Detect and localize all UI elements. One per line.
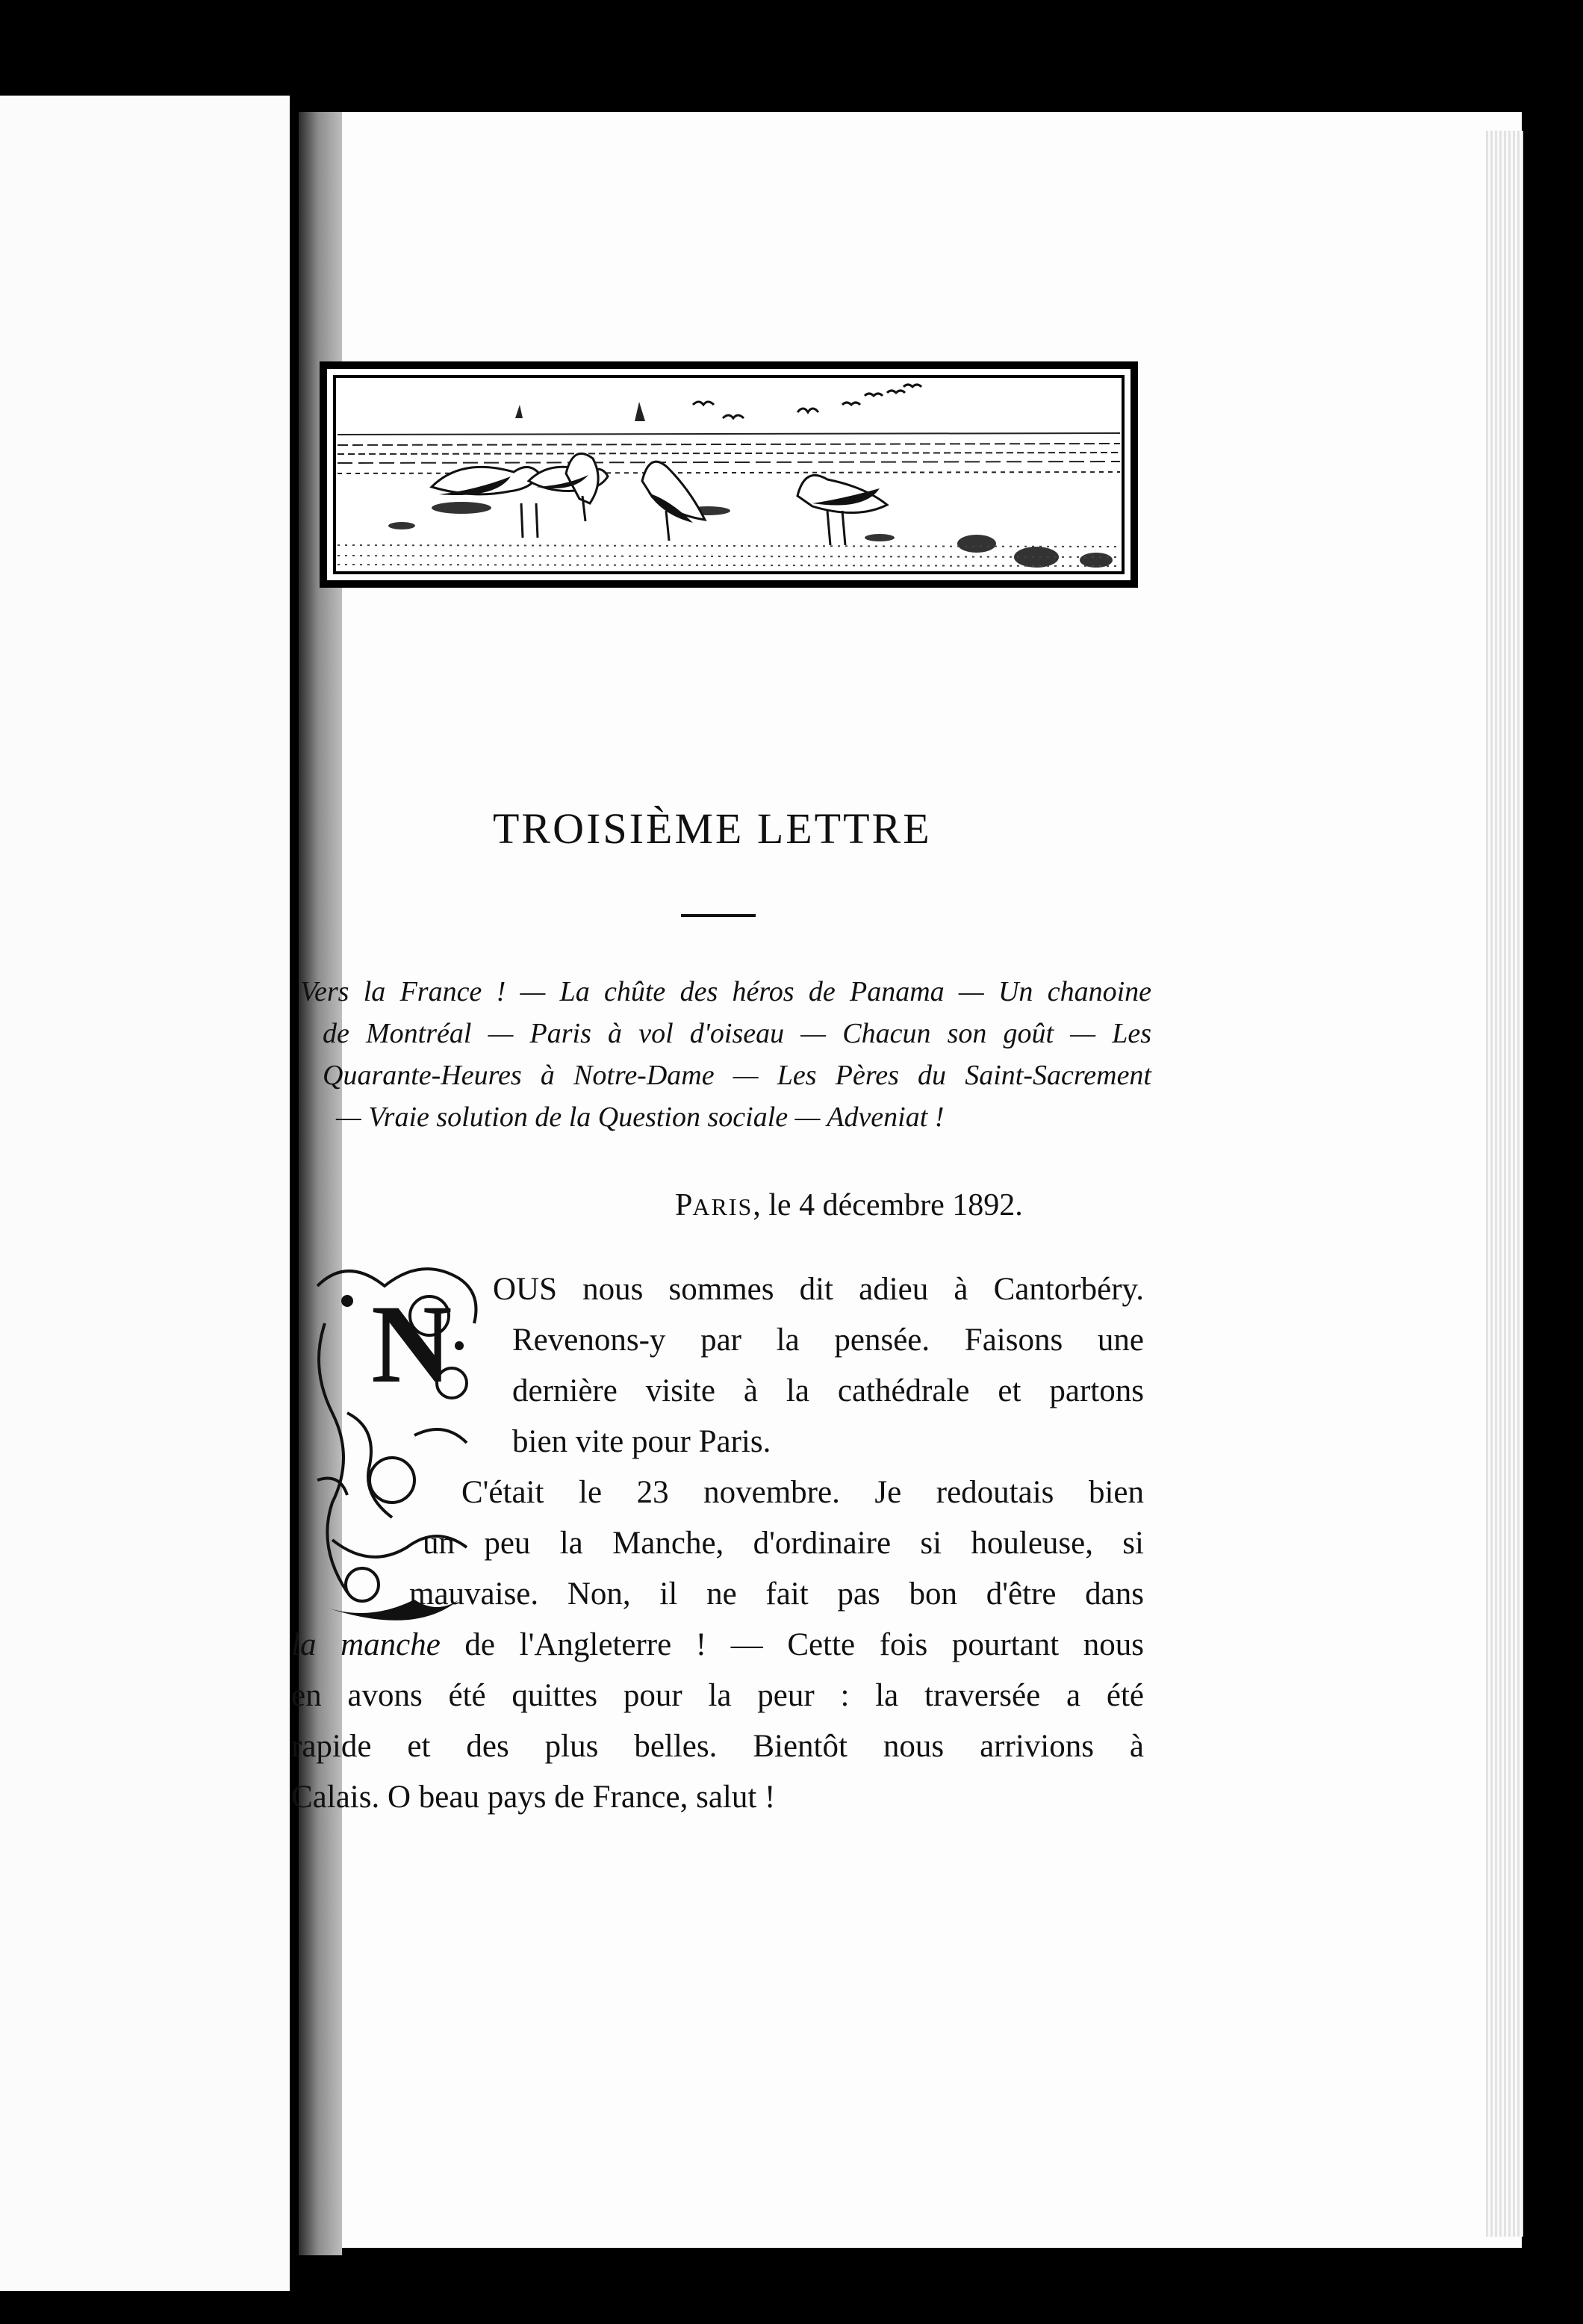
body-line: bien vite pour Paris.: [512, 1424, 771, 1459]
title-rule: [681, 914, 756, 917]
dateline-city-rest: ARIS: [692, 1193, 753, 1220]
body-line: [291, 1627, 1144, 1663]
body-line: C'était le 23 novembre. Je redoutais bien: [461, 1475, 1144, 1510]
seagull-vignette-illustration: [320, 361, 1138, 588]
body-line: Revenons-y par la pensée. Faisons une: [512, 1323, 1144, 1358]
summary-line: de Montréal — Paris à vol d'oiseau — Chacun son goût — Les: [323, 1018, 1151, 1049]
body-line: rapide et des plus belles. Bientôt nous arrivions à: [291, 1729, 1144, 1764]
dateline-date: , le 4 décembre 1892.: [753, 1188, 1023, 1222]
summary-line: — Vraie solution de la Question sociale — Adveniat !: [336, 1102, 945, 1133]
page-edge: [1486, 131, 1523, 2237]
drop-cap-letter: N: [371, 1282, 452, 1406]
body-line: mauvaise. Non, il ne fait pas bon d'être dans: [409, 1576, 1144, 1612]
body-line: en avons été quittes pour la peur : la traversée a été: [291, 1678, 1144, 1713]
summary-line: Vers la France ! — La chûte des héros de Panama — Un chanoine: [300, 976, 1151, 1007]
italic-word: la manche: [291, 1627, 441, 1662]
summary-line: Quarante-Heures à Notre-Dame — Les Pères du Saint-Sacrement: [323, 1060, 1151, 1091]
body-line: un peu la Manche, d'ordinaire si houleuse, si: [423, 1526, 1144, 1561]
body-line: OUS nous sommes dit adieu à Cantorbéry.: [493, 1272, 1144, 1307]
body-line: Calais. O beau pays de France, salut !: [291, 1780, 776, 1815]
dateline: [675, 1187, 1138, 1223]
chapter-title: TROISIÈME LETTRE: [493, 804, 932, 853]
left-page: [0, 96, 290, 2291]
dateline-city-initial: P: [675, 1188, 693, 1222]
body-line-rest: de l'Angleterre ! — Cette fois pourtant nous: [464, 1627, 1145, 1662]
chapter-summary: [300, 971, 1151, 1138]
body-line: dernière visite à la cathédrale et partons: [512, 1373, 1144, 1408]
